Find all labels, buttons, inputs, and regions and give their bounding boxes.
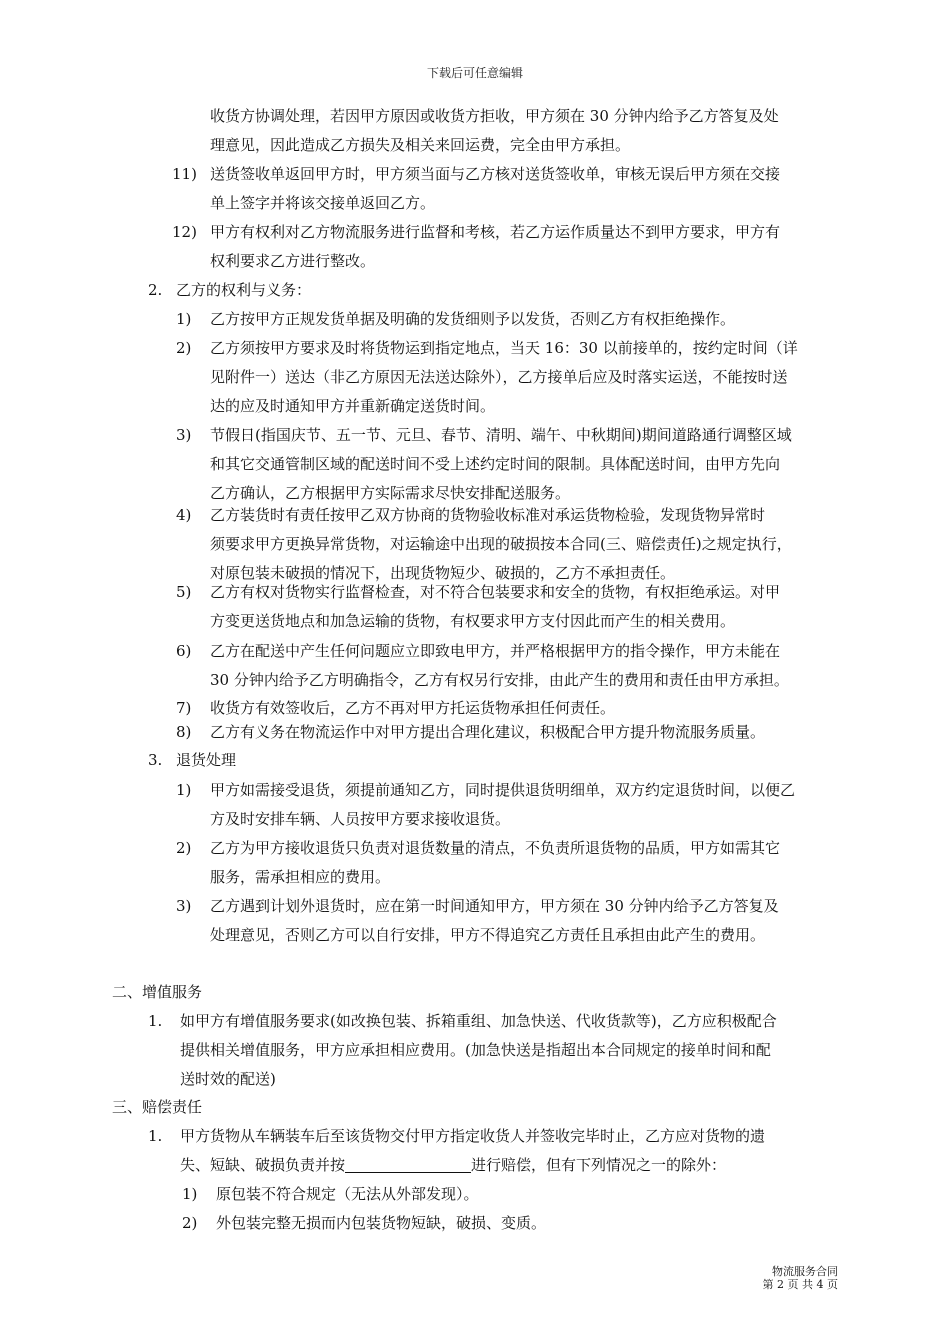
- page-number: 第 2 页 共 4 页: [762, 1278, 838, 1291]
- clause-item: 收货方有效签收后，乙方不再对甲方托运货物承担任何责任。: [210, 699, 616, 717]
- item-number: 6): [176, 642, 192, 660]
- section-number: 3.: [148, 751, 163, 769]
- clause-item: 乙方有义务在物流运作中对甲方提出合理化建议，积极配合甲方提升物流服务质量。: [210, 723, 766, 741]
- item-number: 11): [172, 165, 197, 183]
- page-footer: [763, 1265, 838, 1291]
- exception-item: 外包装完整无损而内包装货物短缺，破损、变质。: [216, 1214, 547, 1232]
- item-number: 1.: [148, 1012, 163, 1030]
- clause-item: 乙方遇到计划外退货时，应在第一时间通知甲方，甲方须在 30 分钟内给予乙方答复及 处理意见，否则乙方可以自行安排，甲方不得追究乙方责任且承担由此产生的费用。: [210, 897, 779, 944]
- item-number: 4): [176, 506, 192, 524]
- clause-item: 乙方装货时有责任按甲乙双方协商的货物验收标准对承运货物检验，发现货物异常时 须要求甲方更换异常货物，对运输途中出现的破损按本合同(三、赔偿责任)之规定执行， 对原包装未破损的情况下，出现货物短少、破损的，乙方不承担责任。: [210, 506, 792, 582]
- section-number: 2.: [148, 281, 163, 299]
- item-number: 12): [172, 223, 197, 241]
- chapter-title: 二、增值服务: [112, 983, 203, 1001]
- clause-item: 乙方为甲方接收退货只负责对退货数量的清点，不负责所退货物的品质，甲方如需其它 服务，需承担相应的费用。: [210, 839, 781, 886]
- item-number: 8): [176, 723, 192, 741]
- clause-item: 甲方有权利对乙方物流服务进行监督和考核，若乙方运作质量达不到甲方要求，甲方有 权利要求乙方进行整改。: [210, 223, 781, 270]
- item-number: 1): [176, 310, 192, 328]
- clause-item: 节假日(指国庆节、五一节、元旦、春节、清明、端午、中秋期间)期间道路通行调整区域 和其它交通管制区域的配送时间不受上述约定时间的限制。具体配送时间，由甲方先向 乙方确认，乙方根据甲方实际需求尽快安排配送服务。: [210, 426, 792, 502]
- item-number: 7): [176, 699, 192, 717]
- item-number: 5): [176, 583, 192, 601]
- exception-item: 原包装不符合规定（无法从外部发现）。: [216, 1185, 479, 1203]
- section-title: 退货处理: [176, 751, 237, 769]
- clause-item: 乙方按甲方正规发货单据及明确的发货细则予以发货，否则乙方有权拒绝操作。: [210, 310, 736, 328]
- chapter-title: 三、赔偿责任: [112, 1098, 203, 1116]
- clause-item: 送货签收单返回甲方时，甲方须当面与乙方核对送货签收单，审核无误后甲方须在交接 单上签字并将该交接单返回乙方。: [210, 165, 781, 212]
- section-title: 乙方的权利与义务：: [176, 281, 312, 299]
- item-number: 2): [176, 839, 192, 857]
- item-number: 2): [176, 339, 192, 357]
- compensation-blank-field[interactable]: [345, 1156, 471, 1173]
- item-number: 1.: [148, 1127, 163, 1145]
- clause-item: 乙方有权对货物实行监督检查，对不符合包装要求和安全的货物，有权拒绝承运。对甲 方变更送货地点和加急运输的货物，有权要求甲方支付因此而产生的相关费用。: [210, 583, 781, 630]
- clause-continuation: 收货方协调处理，若因甲方原因或收货方拒收，甲方须在 30 分钟内给予乙方答复及处 理意见，因此造成乙方损失及相关来回运费，完全由甲方承担。: [210, 107, 779, 154]
- clause-item: 甲方如需接受退货，须提前通知乙方，同时提供退货明细单，双方约定退货时间，以便乙 方及时安排车辆、人员按甲方要求接收退货。: [210, 781, 796, 828]
- footer-title: 物流服务合同: [772, 1265, 838, 1278]
- item-number: 3): [176, 897, 192, 915]
- page-header: 下载后可任意编辑: [426, 66, 523, 80]
- clause-item: 乙方在配送中产生任何问题应立即致电甲方，并严格根据甲方的指令操作，甲方未能在 30 分钟内给予乙方明确指令，乙方有权另行安排，由此产生的费用和责任由甲方承担。: [210, 642, 789, 689]
- item-number: 1): [182, 1185, 198, 1203]
- clause-item: 乙方须按甲方要求及时将货物运到指定地点，当天 16：30 以前接单的，按约定时间（详 见附件一）送达（非乙方原因无法送达除外），乙方接单后应及时落实运送，不能按时送 达的应及时通知甲方并重新确定送货时间。: [210, 339, 798, 415]
- clause-item: 甲方货物从车辆装车后至该货物交付甲方指定收货人并签收完毕时止，乙方应对货物的遗 失、短缺、破损负责并按 进行赔偿，但有下列情况之一的除外：: [180, 1122, 765, 1180]
- item-number: 1): [176, 781, 192, 799]
- item-number: 3): [176, 426, 192, 444]
- clause-item: 如甲方有增值服务要求(如改换包装、拆箱重组、加急快送、代收货款等)，乙方应积极配合 提供相关增值服务，甲方应承担相应费用。(加急快送是指超出本合同规定的接单时间和配 送时效的配送): [180, 1012, 777, 1088]
- compensation-line: 失、短缺、破损负责并按 进行赔偿，但有下列情况之一的除外：: [180, 1156, 727, 1174]
- item-number: 2): [182, 1214, 198, 1232]
